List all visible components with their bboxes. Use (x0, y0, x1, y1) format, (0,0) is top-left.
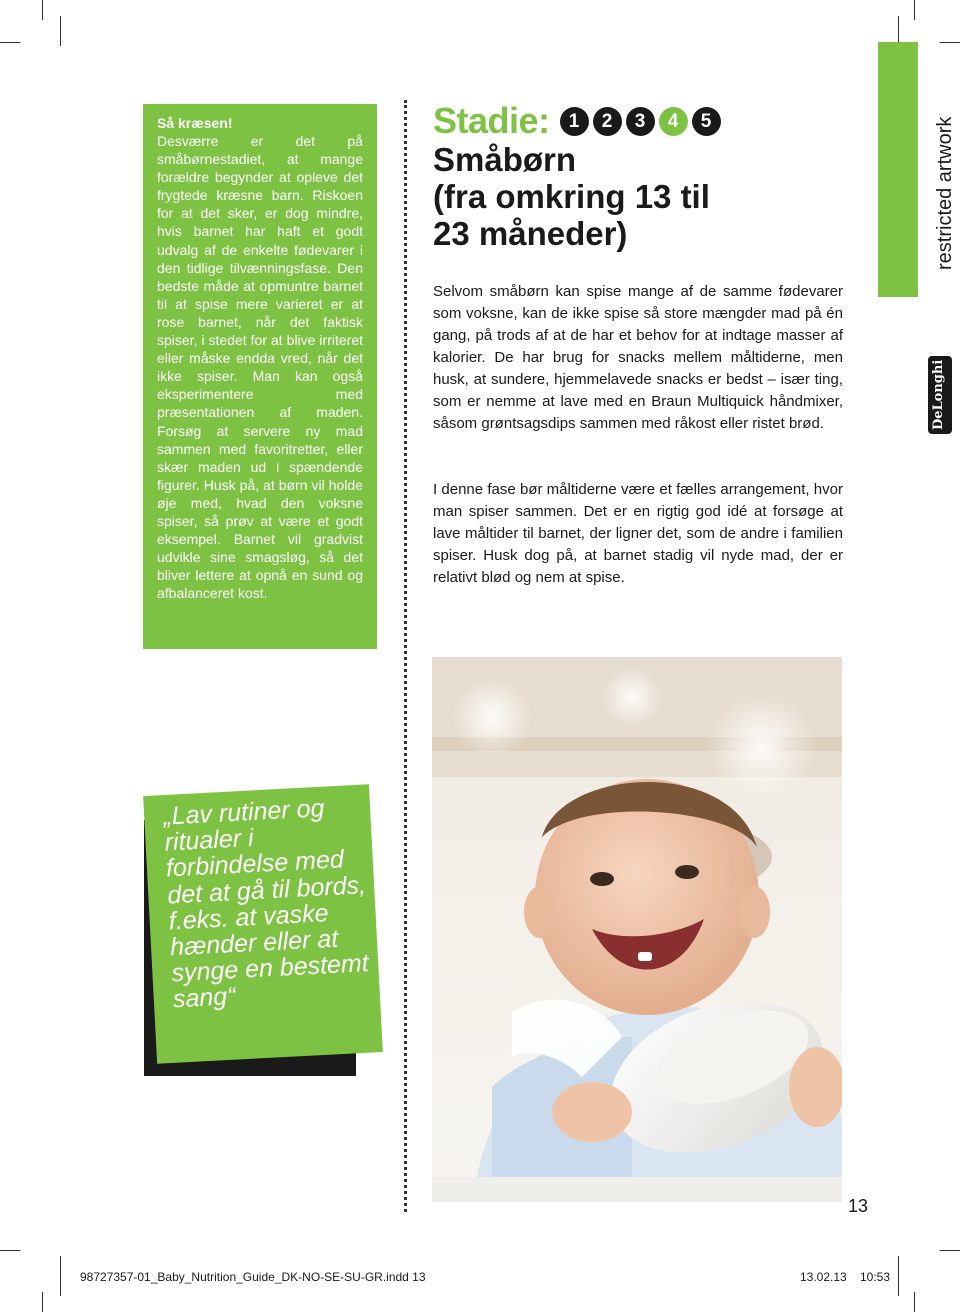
sidebar-title: Så kræsen! (157, 115, 233, 131)
crop-mark (42, 1292, 43, 1312)
stage-dot-1: 1 (560, 107, 589, 136)
toddler-illustration (432, 657, 842, 1202)
footer-date: 13.02.13 (800, 1270, 847, 1284)
crop-mark (60, 1256, 61, 1296)
logo-text: DeLonghi (931, 359, 946, 430)
quote-text: „Lav rutiner og ritualer i forbindelse med det at gå til bords, f.eks. at vaske hænder eller at synge en bestemt sang“ (162, 794, 370, 1014)
crop-mark (42, 0, 43, 20)
crop-mark (898, 1256, 899, 1296)
crop-mark (914, 0, 915, 20)
pull-quote (144, 790, 384, 1080)
sidebar-box (143, 104, 377, 649)
page-title (433, 141, 853, 252)
stadie-label: Stadie: (433, 100, 550, 141)
crop-mark (0, 42, 20, 43)
crop-mark (940, 1250, 960, 1251)
crop-mark (0, 1250, 20, 1251)
stage-dot-5: 5 (692, 107, 721, 136)
footer-time: 10:53 (860, 1270, 891, 1284)
title-line: (fra omkring 13 til (433, 178, 710, 215)
stage-dot-2: 2 (593, 107, 622, 136)
footer-filename: 98727357-01_Baby_Nutrition_Guide_DK-NO-SE-SU-GR.indd 13 (80, 1270, 426, 1284)
body-paragraph-1: Selvom småbørn kan spise mange af de samme fødevarer som voksne, kan de ikke spise så store mængder mad på én gang, på trods af at de har et behov for at indtage masser af kalorier. De har brug for snacks mellem måltiderne, men husk, at sundere, hjemmelavede snacks er bedst – især ting, som er nemme at lave med en Braun Multiquick håndmixer, såsom grøntsagsdips sammen med råkost eller ristet brød. (433, 283, 843, 432)
crop-mark (914, 1292, 915, 1312)
stage-dot-3: 3 (626, 107, 655, 136)
body-paragraph-2: I denne fase bør måltiderne være et fælles arrangement, hvor man spiser sammen. Det er en rigtig god idé at forsøge at lave måltider til barnet, der ligner det, som de andre i familien spiser. Husk dog på, at barnet stadig vil nyde mad, der er relativt blød og nem at spise. (433, 481, 843, 586)
crop-mark (940, 42, 960, 43)
restricted-artwork-label: restricted artwork (934, 116, 956, 270)
stage-dot-4-active: 4 (659, 107, 688, 136)
stage-indicator (433, 101, 721, 141)
page-number: 13 (848, 1196, 869, 1216)
dotted-divider (404, 100, 407, 1212)
title-line: 23 måneder) (433, 215, 628, 252)
title-line: Småbørn (433, 141, 577, 178)
green-side-tab (878, 42, 918, 297)
toddler-photo (432, 657, 842, 1202)
crop-mark (60, 16, 61, 46)
delonghi-logo (928, 356, 952, 434)
sidebar-text: Desværre er det på småbørnestadiet, at mange forældre begynder at opleve det frygtede kræsne barn. Riskoen for at det sker, er dog mindre, hvis barnet har haft et godt udvalg af de enkelte fødevarer i den tidlige tilvænningsfase. Den bedste måde at opmuntre barnet til at spise mere varieret er at rose barnet, når det faktisk spiser, i stedet for at blive irriteret eller måske endda vred, når det ikke spiser. Man kan også eksperimentere med præsentationen af maden. Forsøg at servere ny mad sammen med favoritretter, eller skær maden ud i spændende figurer. Husk på, at børn vil holde øje med, hvad den voksne spiser, så prøv at være et godt eksempel. Barnet vil gradvist udvikle sine smagsløg, så det bliver lettere at opnå en sund og afbalanceret kost. (157, 133, 363, 602)
